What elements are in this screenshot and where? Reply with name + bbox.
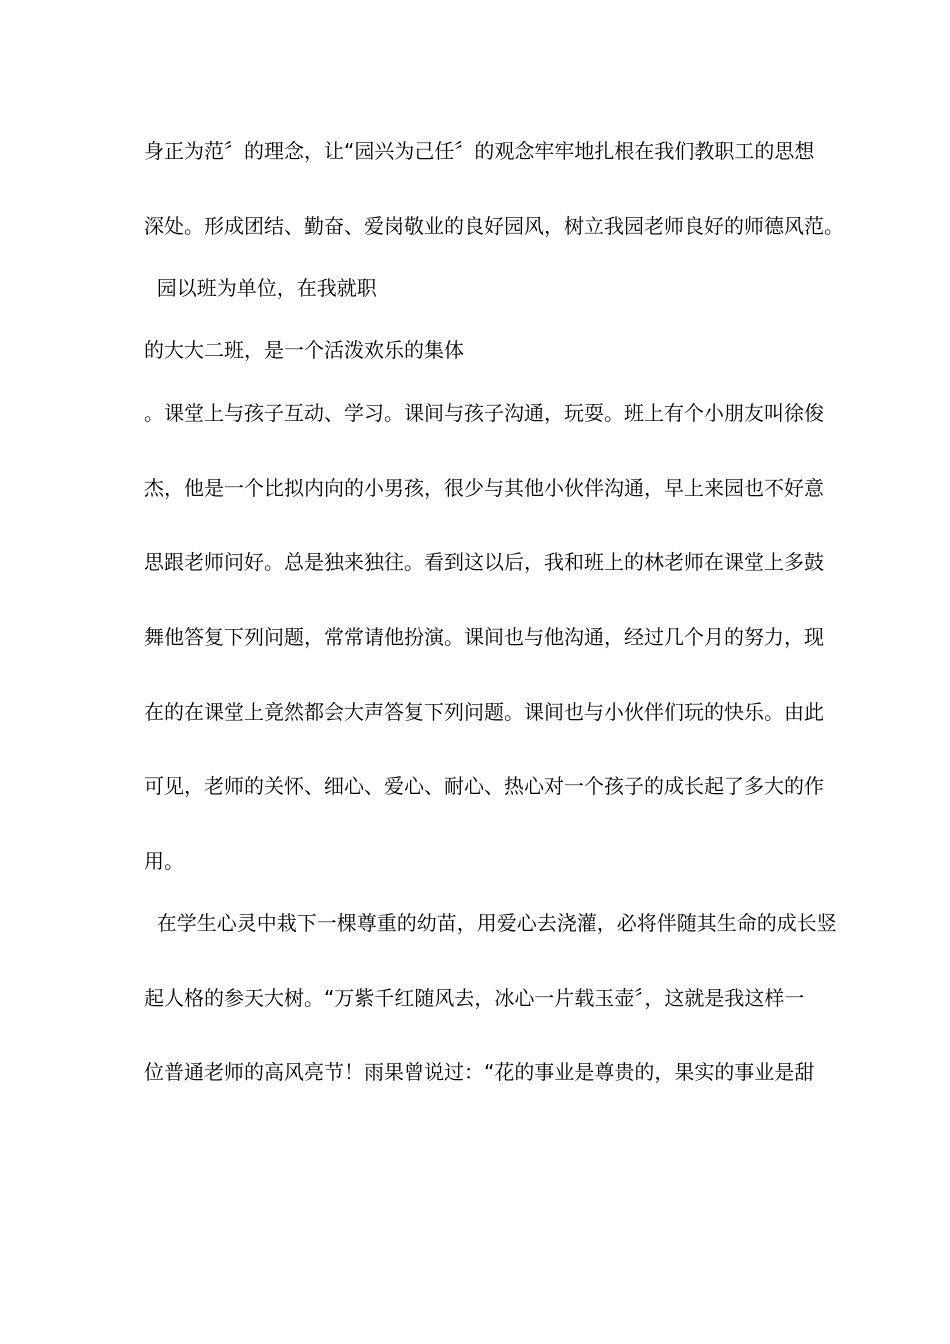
- text-line: 在学生心灵中栽下一棵尊重的幼苗，用爱心去浇灌，必将伴随其生命的成长竖: [144, 911, 837, 935]
- text-line: 。课堂上与孩子互动、学习。课间与孩子沟通，玩耍。班上有个小朋友叫徐俊: [144, 401, 824, 425]
- text-line: 用。: [144, 849, 184, 873]
- text-line: 可见，老师的关怀、细心、爱心、耐心、热心对一个孩子的成长起了多大的作: [144, 774, 824, 798]
- text-line: 在的在课堂上竟然都会大声答复下列问题。课间也与小伙伴们玩的快乐。由此: [144, 700, 824, 724]
- text-line: 深处。形成团结、勤奋、爱岗敬业的良好园风，树立我园老师良好的师德风范。: [144, 214, 844, 238]
- text-line: 起人格的参天大树。“万紫千红随风去，冰心一片载玉壶〞，这就是我这样一: [144, 986, 805, 1010]
- text-line: 身正为范〞的理念，让“园兴为己任〞的观念牢牢地扎根在我们教职工的思想: [144, 139, 815, 163]
- text-line: 杰，他是一个比拟内向的小男孩，很少与其他小伙伴沟通，早上来园也不好意: [144, 476, 824, 500]
- text-line: 的大大二班，是一个活泼欢乐的集体: [144, 338, 464, 362]
- text-line: 位普通老师的高风亮节！雨果曾说过：“花的事业是尊贵的，果实的事业是甜: [144, 1060, 815, 1084]
- text-line: 舞他答复下列问题，常常请他扮演。课间也与他沟通，经过几个月的努力，现: [144, 625, 824, 649]
- text-line: 园以班为单位，在我就职: [144, 276, 377, 300]
- text-line: 思跟老师问好。总是独来独往。看到这以后，我和班上的林老师在课堂上多鼓: [144, 550, 824, 574]
